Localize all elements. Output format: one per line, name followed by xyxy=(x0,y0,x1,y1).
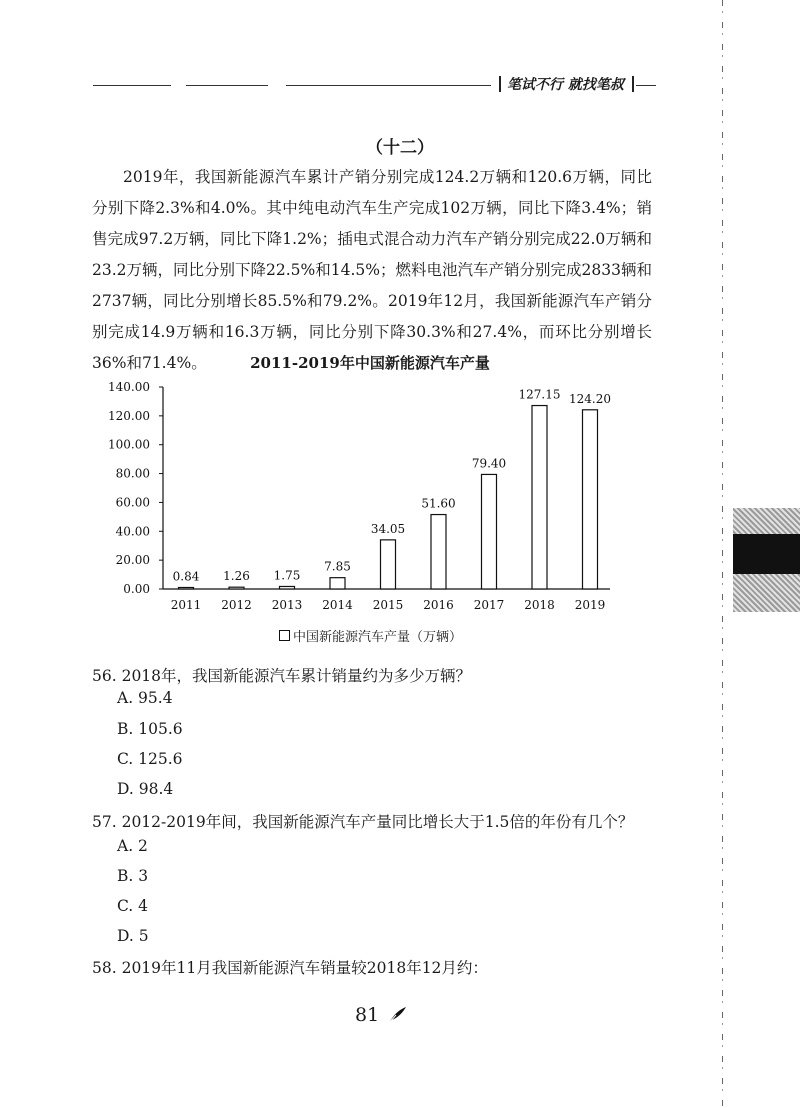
bar xyxy=(532,406,547,589)
data-label: 1.26 xyxy=(223,569,250,584)
bar xyxy=(229,587,244,589)
q56-option-c: C. 125.6 xyxy=(117,750,183,768)
x-tick-label: 2011 xyxy=(170,598,202,612)
q57-option-d: D. 5 xyxy=(117,927,149,945)
quill-icon xyxy=(387,1006,407,1024)
q56-option-b: B. 105.6 xyxy=(117,720,183,738)
chart-legend xyxy=(279,626,462,645)
header-slogan: 笔试不行 就找笔叔 xyxy=(507,77,624,93)
bar xyxy=(482,474,497,589)
legend-swatch xyxy=(279,630,290,641)
x-tick-label: 2015 xyxy=(372,598,404,612)
y-tick-label: 80.00 xyxy=(115,466,150,481)
chart-title-text: 2011-2019年中国新能源汽车产量 xyxy=(250,354,490,372)
x-tick-label: 2019 xyxy=(574,598,606,612)
q56-option-d: D. 98.4 xyxy=(117,780,174,798)
y-tick-label: 0.00 xyxy=(123,582,150,596)
y-tick-label: 20.00 xyxy=(115,553,150,568)
x-tick-label: 2013 xyxy=(271,598,303,612)
bar xyxy=(381,540,396,589)
data-label: 127.15 xyxy=(518,387,561,402)
y-tick-label: 40.00 xyxy=(115,524,150,539)
data-label: 7.85 xyxy=(324,559,351,574)
page-number xyxy=(355,1004,407,1026)
x-tick-label: 2017 xyxy=(473,598,505,612)
y-tick-label: 120.00 xyxy=(108,408,150,423)
data-label: 124.20 xyxy=(569,391,611,406)
x-tick-label: 2018 xyxy=(524,598,555,612)
q57-option-b: B. 3 xyxy=(117,867,149,885)
data-label: 1.75 xyxy=(273,568,301,583)
question-58: 58. 2019年11月我国新能源汽车销量较2018年12月约： xyxy=(92,959,488,977)
bar xyxy=(431,515,446,589)
y-tick-label: 100.00 xyxy=(108,437,150,452)
q56-option-a: A. 95.4 xyxy=(117,689,173,707)
x-tick-label: 2016 xyxy=(423,598,454,612)
data-label: 51.60 xyxy=(421,496,456,511)
bar xyxy=(280,586,295,589)
question-56: 56. 2018年，我国新能源汽车累计销量约为多少万辆？ xyxy=(92,667,472,685)
q57-option-a: A. 2 xyxy=(117,837,148,855)
bar xyxy=(583,410,598,589)
page-number-text: 81 xyxy=(355,1004,380,1026)
legend-label: 中国新能源汽车产量（万辆） xyxy=(293,630,463,645)
bar xyxy=(179,588,194,590)
section-title: （十二） xyxy=(366,138,434,158)
y-tick-label: 140.00 xyxy=(108,380,150,394)
q57-option-c: C. 4 xyxy=(117,897,149,915)
question-57: 57. 2012-2019年间，我国新能源汽车产量同比增长大于1.5倍的年份有几个？ xyxy=(92,813,634,831)
y-tick-label: 60.00 xyxy=(115,495,150,510)
x-tick-label: 2012 xyxy=(221,598,252,612)
x-tick-label: 2014 xyxy=(322,598,353,612)
data-label: 0.84 xyxy=(172,569,200,584)
bar xyxy=(330,578,345,589)
data-label: 34.05 xyxy=(370,521,406,536)
data-label: 79.40 xyxy=(471,456,507,471)
passage: 2019年，我国新能源汽车累计产销分别完成124.2万辆和120.6万辆，同比分别下降2.3%和4.0%。其中纯电动汽车生产完成102万辆，同比下降3.4%；销售完成97.2万辆，同比下降1.2%；插电式混合动力汽车产销分别完成22.0万辆和23.2万辆，同比分别下降22.5%和14.5%；燃料电池汽车产销分别完成2833辆和2737辆，同比分别增长85.5%和79.2%。2019年12月，我国新能源汽车产销分别完成14.9万辆和16.3万辆，同比分别下降30.3%和27.4%，而环比分别增长36%和71.4%。 xyxy=(92,168,652,372)
